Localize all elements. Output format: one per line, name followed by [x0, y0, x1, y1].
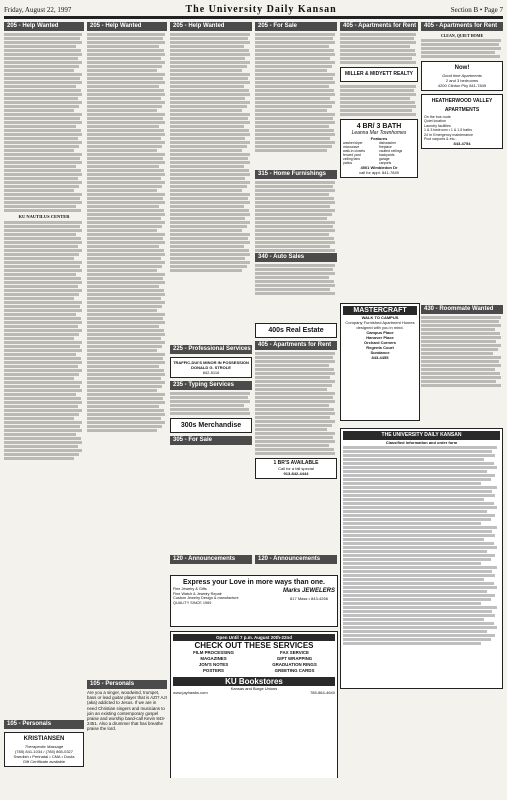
column-3-mid: [170, 345, 252, 545]
ku-bookstores-ad: [170, 628, 338, 778]
heatherwood-feature: Laundry facilities: [424, 123, 451, 128]
leanna-feature: fireplace: [379, 145, 392, 149]
classified-order-form: [340, 425, 503, 690]
header-apartments-3: 405 - Apartments for Rent: [255, 341, 337, 350]
announcements-1: [170, 555, 252, 570]
apartments-text-3: [421, 39, 503, 58]
realestate-label: 400s Real Estate: [268, 327, 324, 334]
service-item: MAGAZINES: [200, 656, 227, 661]
home-furnishings-text: [255, 181, 337, 252]
service-item: FAX SERVICE: [280, 650, 309, 655]
leanna-features-title: Features: [370, 136, 388, 141]
header-help-wanted-3: 205 - Help Wanted: [170, 22, 252, 31]
strole-name: DONALD G. STROLE: [191, 365, 231, 370]
header-for-sale: 205 - For Sale: [255, 22, 337, 31]
paper-title: The University Daily Kansan: [185, 4, 337, 15]
personals-1: [4, 720, 84, 778]
service-item: GIFT WRAPPING: [276, 656, 313, 661]
miller-name: MILLER & MIDYETT REALTY: [345, 71, 413, 77]
column-3: [170, 22, 252, 342]
services-list: [173, 650, 335, 674]
hanover-place: Hanover Place: [366, 335, 394, 340]
heatherwood-feature: Pool carports & etc...: [424, 137, 458, 142]
kristiansen-name: KRISTIANSEN: [23, 736, 65, 742]
leanna-feature: carports: [379, 161, 392, 165]
bbs-ad: [255, 458, 337, 479]
classified-text-2: [87, 33, 167, 432]
classified-text-1: [4, 33, 84, 212]
ku-bookstores-url[interactable]: www.jayhawks.com: [173, 690, 208, 695]
now-heading: Now!: [454, 65, 470, 71]
column-5: [340, 22, 418, 322]
heatherwood-ad: [421, 94, 503, 149]
marks-logo: Marks JEWELERS: [282, 588, 335, 594]
heatherwood-feature: 24 hr Emergency maintenance: [424, 132, 473, 137]
leanna-feature: patios: [343, 161, 353, 165]
service-item: FILM PROCESSING: [193, 650, 234, 655]
heatherwood-feature: Quiet location: [424, 119, 446, 124]
singer-text: Are you a singer, woodwind, trumpet, bass or lead guitar player that is AZI? AJI (aka) addicted to Jesus. If we are in need Christian singers and musicians to join an existing contemporary gospel praise and worship band-call Kevin 843-2451. Also a drummer that has breathe praise the lord.: [87, 690, 167, 732]
column-4: [255, 22, 337, 172]
leanna-beds: 4 BR/ 3 BATH: [356, 123, 402, 130]
personals-2: [87, 680, 167, 690]
mastercraft-name: MASTERCRAFT: [343, 306, 417, 315]
kristiansen-gift: Gift Certificate available: [22, 759, 66, 764]
service-item: GRADUATION RINGS: [272, 662, 317, 667]
express-item: QUALITY SINCE 1969: [173, 600, 212, 605]
header-typing: 235 - Typing Services: [170, 381, 252, 390]
column-4-lower: [255, 170, 337, 320]
leanna-feature: ceiling fans: [343, 157, 360, 161]
roommate-section: [421, 305, 503, 425]
heatherwood-feature: 1 & 3 bedroom • 1 & 1.5 baths: [424, 128, 473, 133]
leanna-phone: call for appt. 841-7849: [359, 170, 399, 175]
auto-sales-text: [255, 264, 337, 295]
leanna-title: Leanna Mar Townhomes: [351, 130, 407, 136]
merchandise-box: [170, 418, 252, 433]
leanna-feature: vaulted ceilings: [379, 149, 403, 153]
orchard-corners: Orchard Corners: [363, 340, 396, 345]
leanna-feature: fenced yard: [343, 153, 361, 157]
regents-court: Regents Court: [366, 345, 394, 350]
clean-quiet-heading: CLEAN, QUIET HOME: [440, 33, 484, 38]
header-auto-sales: 340 - Auto Sales: [255, 253, 337, 262]
leanna-feature: garage: [379, 157, 390, 161]
marks-jewelers-ad: [170, 572, 338, 627]
kristiansen-ad: [4, 732, 84, 767]
ku-bookstores-phone: 785-864-4640: [310, 690, 335, 695]
header-for-sale-2: 305 - For Sale: [170, 436, 252, 445]
heatherwood-feature: On the bus route: [424, 115, 451, 119]
realestate-box: [255, 323, 337, 338]
header-personals-1: 105 - Personals: [4, 720, 84, 729]
miller-midyett-ad: [340, 67, 418, 82]
mastercraft-ad: [340, 300, 420, 425]
ku-bookstores-sub: Kansas and Burge Unions: [230, 686, 278, 691]
header-help-wanted-2: 205 - Help Wanted: [87, 22, 167, 31]
bbs-title: 1 BR'S AVAILABLE: [273, 460, 319, 466]
leanna-mar-ad: [340, 119, 418, 178]
goodtime-name: Good time Apartments: [442, 73, 482, 78]
goodtime-bedrooms: 2 and 3 bedrooms: [445, 78, 479, 83]
header-help-wanted-1: 205 - Help Wanted: [4, 22, 84, 31]
kristiansen-services: Swedish • Perinatal • CMA • Doula: [13, 754, 75, 759]
section-page: Section B • Page 7: [450, 5, 503, 14]
classified-heading: Classified information and order form: [385, 440, 458, 445]
service-item: POSTERS: [203, 668, 224, 673]
express-title: Express your Love in more ways than one.: [183, 579, 325, 586]
check-services: CHECK OUT THESE SERVICES: [194, 641, 314, 650]
classified-text-1b: [4, 221, 84, 460]
heatherwood-phone: 843-4754: [453, 141, 471, 147]
typing-text: [170, 392, 252, 415]
header-professional: 225 - Professional Services: [170, 345, 252, 354]
goodtime-ad: [421, 61, 503, 91]
apartments-text-2: [340, 85, 418, 116]
strole-ad: [170, 357, 252, 378]
strole-phone: 842-5116: [202, 370, 220, 375]
express-item: Fine Watch & Jewelry Repair: [173, 591, 222, 596]
marks-address: 817 Mass • 843-4266: [290, 596, 328, 601]
express-item: Custom Jewelry Design & manufacture: [173, 596, 239, 601]
singer-ad: [87, 690, 167, 778]
sundance: Sundance: [370, 350, 390, 355]
header-personals-2: 105 - Personals: [87, 680, 167, 689]
kristiansen-phone: (785) 841-1034 / (785) 865-0327: [14, 749, 74, 754]
mastercraft-phone: 843-4455: [371, 355, 389, 360]
leanna-feature: backyards: [379, 153, 395, 157]
ku-nautilus-heading: KU NAUTILUS CENTER: [18, 214, 70, 219]
classified-text-3: [170, 33, 252, 272]
column-1: [4, 22, 84, 797]
header-announcements-2: 120 - Announcements: [255, 555, 337, 564]
walk-campus: WALK TO CAMPUS: [361, 315, 399, 320]
header-apartments-2: 405 - Apartments for Rent: [421, 22, 503, 31]
header-roommate: 430 - Roommate Wanted: [421, 305, 503, 314]
leanna-feature: microwave: [343, 145, 360, 149]
apartments-text-1: [340, 33, 418, 64]
campus-place: Campus Place: [366, 330, 394, 335]
open-hours: Open Until 7 p.m. August 20th-22nd: [173, 634, 335, 641]
kansan-title: THE UNIVERSITY DAILY KANSAN: [343, 431, 500, 440]
issue-date: Friday, August 22, 1997: [4, 5, 72, 14]
traffic-dui: TRAFFIC-DUI'S MINOR IN POSSESSION: [173, 360, 249, 365]
bbs-special: Call for a fall special: [278, 466, 314, 471]
leanna-feature: dishwasher: [379, 141, 397, 145]
service-item: GREETING CARDS: [274, 668, 315, 673]
leanna-features: [343, 141, 415, 165]
announcements-2: [255, 555, 337, 570]
header-announcements-1: 120 - Announcements: [170, 555, 252, 564]
column-4-mid: [255, 320, 337, 550]
heatherwood-name: HEATHERWOOD VALLEY APARTMENTS: [431, 98, 493, 113]
masthead: [4, 3, 503, 17]
apartments-text-4: [255, 352, 337, 455]
goodtime-address: 4200 Clinton Pky 841-7849: [437, 83, 487, 88]
kristiansen-service: Therapeutic Massage: [24, 744, 64, 749]
column-2: [87, 22, 167, 712]
column-6: [421, 22, 503, 322]
masthead-rule: [4, 17, 503, 19]
classified-text-4: [255, 33, 337, 152]
express-item: Fine Jewelry & Gifts: [173, 587, 207, 591]
header-apartments-1: 405 - Apartments for Rent: [340, 22, 418, 31]
express-list: [173, 587, 239, 605]
heatherwood-features: [424, 115, 500, 141]
bbs-phone: 913-842-4444: [283, 471, 309, 476]
service-item: JON'S NOTES: [198, 662, 229, 667]
company-owned: Company Furnished Apartment Homes designed with you in mind.: [345, 320, 415, 330]
ku-bookstores-name: KU Bookstores: [173, 677, 335, 686]
leanna-feature: walk-in closets: [343, 149, 366, 153]
header-home-furnishings: 315 - Home Furnishings: [255, 170, 337, 179]
leanna-address: 4501 Wimbledon Dr: [360, 165, 398, 170]
roommate-text: [421, 316, 503, 387]
order-form-lines: [343, 446, 500, 645]
merchandise-label: 300s Merchandise: [180, 422, 242, 429]
leanna-feature: washer/dryer: [343, 141, 363, 145]
